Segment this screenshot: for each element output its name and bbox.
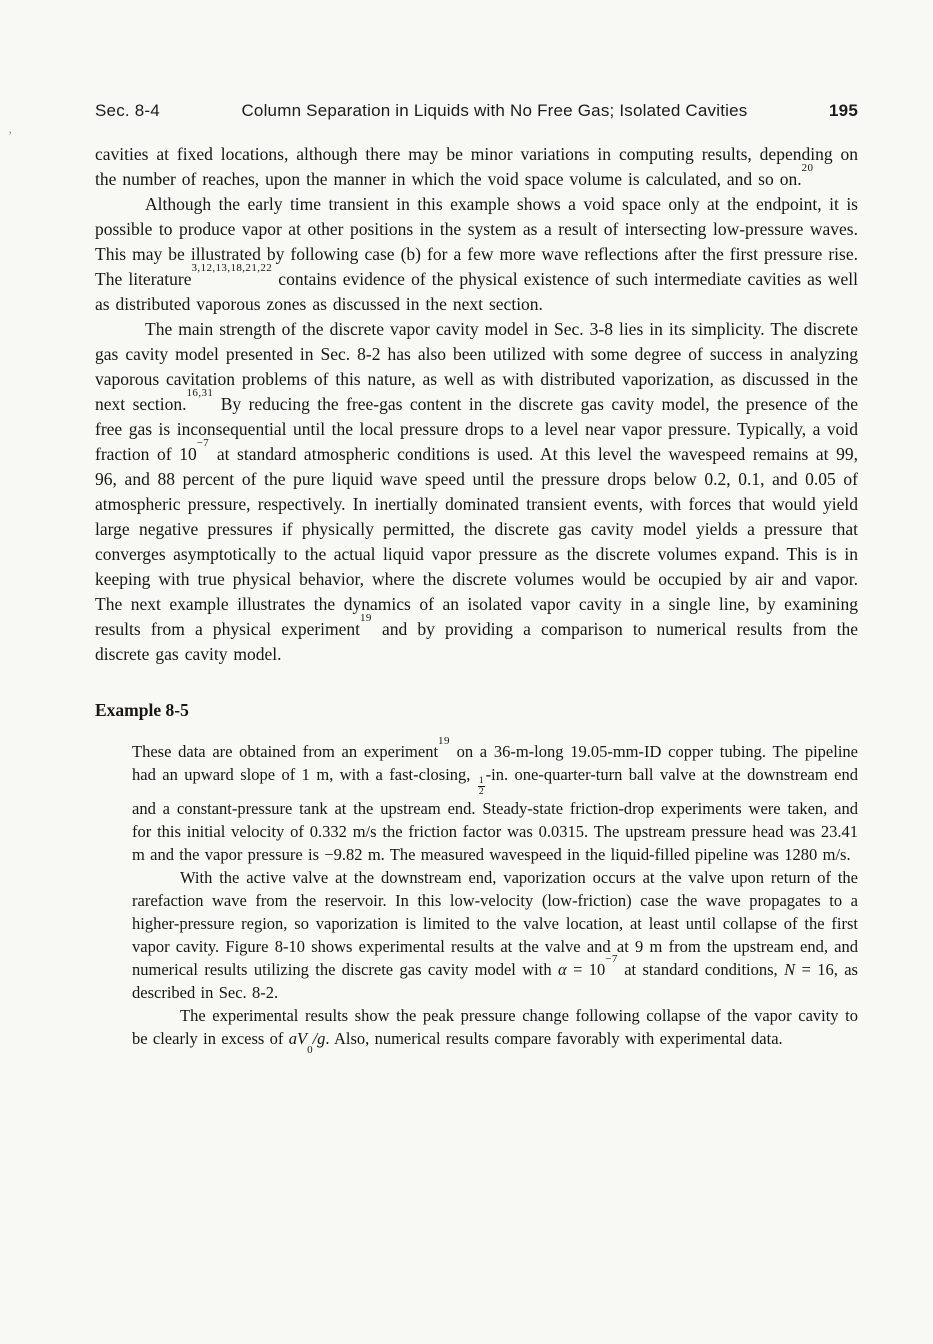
example-heading: Example 8-5 (95, 700, 189, 720)
scan-artifact-mark: ’ (8, 128, 13, 143)
paragraph-text: The main strength of the discrete vapor cavity model in Sec. 3-8 lies in its simplicity. The discrete gas cavity model presented in Sec. 8-2 has also been utilized with some degree of success in analyzing vaporous cavitation problems of this nature, as well as with distributed vaporization, as discussed in the next section. (95, 319, 858, 414)
paragraph (95, 192, 858, 317)
section-label: Sec. 8-4 (95, 101, 160, 120)
running-head (95, 101, 858, 121)
paragraph (132, 1004, 858, 1056)
paragraph (132, 734, 859, 866)
footnote-reference: 19 (360, 612, 372, 625)
paragraph-continuation (95, 142, 858, 192)
paragraph-text: With the active valve at the downstream end, vaporization occurs at the valve upon return of the rarefaction wave from the reservoir. In this low-velocity (low-friction) case the wave propagates to a higher-pressure region, so vaporization is limited to the valve location, at least until collapse of the first vapor cavity. Figure 8-10 shows experimental results at the valve and at 9 m from the upstream end, and numerical results utilizing the discrete gas cavity model with (132, 868, 858, 980)
footnote-reference: 20 (801, 162, 814, 175)
paragraph-text: on a 36-m-long 19.05-mm-ID copper tubing. The pipeline had an upward slope of 1 m, with a fast-closing, (132, 742, 859, 784)
fraction-denominator: 2 (478, 786, 484, 798)
math-subscript: 0 (307, 1043, 313, 1056)
page-number: 195 (829, 101, 858, 120)
paragraph-text: By reducing the free-gas content in the discrete gas cavity model, the presence of the free gas is inconsequential until the local pressure drops to a level near vapor pressure. Typically, a void fraction of 10 (95, 394, 858, 464)
exponent: −7 (196, 437, 210, 450)
paragraph-text: -in. one-quarter-turn ball valve at the downstream end and a constant-pressure tank at the upstream end. Steady-state friction-drop experiments were taken, and for this initial velocity of 0.332 m/s the friction factor was 0.0315. The upstream pressure head was 23.41 m and the vapor pressure is −9.82 m. The measured wavespeed in the liquid-filled pipeline was 1280 m/s. (132, 765, 858, 865)
footnote-reference: 3,12,13,18,21,22 (191, 262, 273, 275)
paragraph (132, 866, 858, 1004)
example-body (132, 734, 859, 1056)
exponent: −7 (605, 952, 618, 965)
paragraph-text: . Also, numerical results compare favorably with experimental data. (325, 1029, 783, 1049)
page-content (95, 101, 859, 1056)
paragraph-text: at standard conditions, (617, 960, 785, 980)
main-text-block (95, 142, 858, 667)
paragraph-text: Although the early time transient in this example shows a void space only at the endpoint, it is possible to produce vapor at other positions in the system as a result of intersecting low-pressure waves. This may be illustrated by following case (b) for a few more wave reflections after the first pressure rise. The literature (95, 194, 858, 289)
paragraph-text: cavities at fixed locations, although there may be minor variations in computing results, depending on the number of reaches, upon the manner in which the void space volume is calculated, and so on. (95, 144, 858, 189)
paragraph-text: = 10 (566, 960, 606, 980)
footnote-reference: 19 (438, 734, 450, 747)
math-n-symbol: N (784, 960, 796, 980)
math-expression: /g (312, 1029, 326, 1049)
paragraph-text: contains evidence of the physical existence of such intermediate cavities as well as distributed vaporous zones as discussed in the next section. (95, 269, 858, 314)
paragraph-text: and by providing a comparison to numerical results from the discrete gas cavity model. (95, 619, 858, 664)
fraction-numerator: 1 (478, 775, 484, 787)
page-title: Column Separation in Liquids with No Free Gas; Isolated Cavities (241, 101, 748, 120)
math-alpha-symbol: α (558, 960, 567, 980)
fraction-one-half (478, 776, 485, 797)
paragraph-text: These data are obtained from an experiment (132, 742, 439, 761)
paragraph-text: = 16, as described in Sec. 8-2. (132, 960, 858, 1003)
paragraph-text: The experimental results show the peak pressure change following collapse of the vapor cavity to be clearly in excess of (132, 1006, 858, 1049)
footnote-reference: 16,31 (186, 387, 214, 400)
example-section (95, 700, 859, 1056)
paragraph-text: at standard atmospheric conditions is used. At this level the wavespeed remains at 99, 96, and 88 percent of the pure liquid wave speed until the pressure drops below 0.2, 0.1, and 0.05 of atmospheric pressure, respectively. In inertially dominated transient events, with forces that would yield large negative pressures if physically permitted, the discrete gas cavity model yields a pressure that converges asymptotically to the actual liquid vapor pressure as the discrete volumes expand. This is in keeping with true physical behavior, where the discrete volumes would be occupied by air and vapor. The next example illustrates the dynamics of an isolated vapor cavity in a single line, by examining results from a physical experiment (95, 444, 858, 639)
paragraph (95, 317, 858, 667)
math-expression: aV (288, 1029, 308, 1049)
